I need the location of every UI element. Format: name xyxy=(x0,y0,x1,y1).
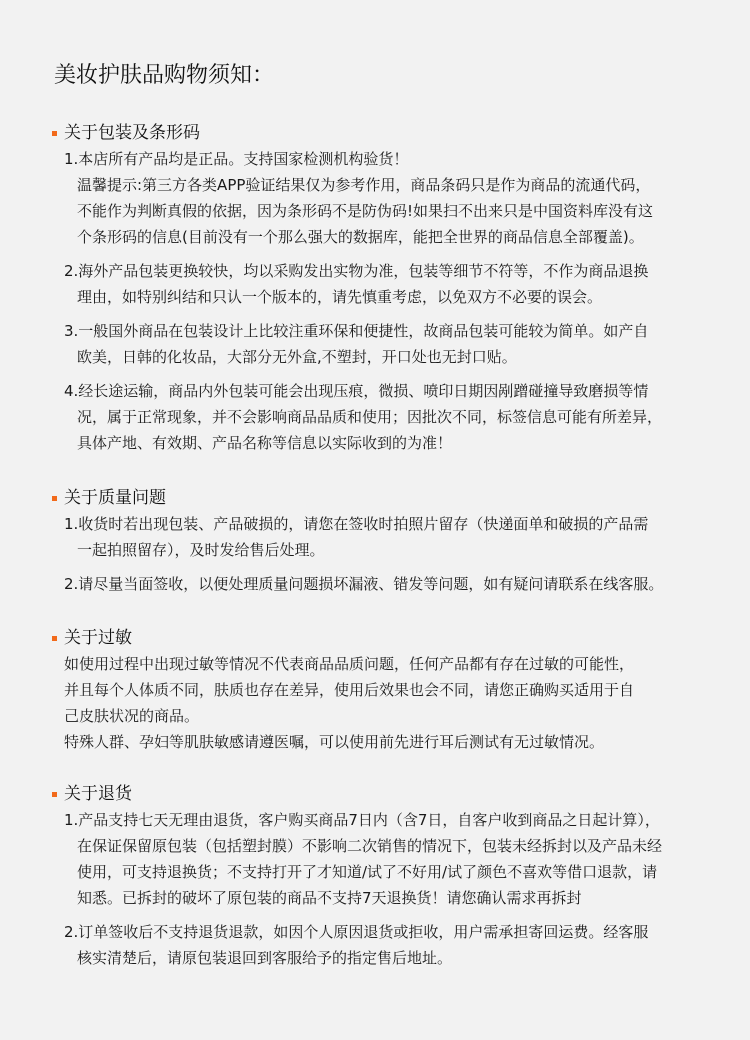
paragraph-line: 核实清楚后，请原包装退回到客服给予的指定售后地址。 xyxy=(77,949,453,967)
section-allergy xyxy=(52,625,732,755)
bullet-dot xyxy=(52,792,57,797)
paragraph-line: 2.订单签收后不支持退货退款，如因个人原因退货或拒收，用户需承担寄回运费。经客服 xyxy=(64,923,649,941)
paragraph-line: 温馨提示:第三方各类APP验证结果仅为参考作用，商品条码只是作为商品的流通代码， xyxy=(77,176,651,194)
paragraph-line: 在保证保留原包装（包括塑封膜）不影响二次销售的情况下，包装未经拆封以及产品未经 xyxy=(77,837,663,855)
bullet-dot xyxy=(52,131,57,136)
paragraph-line: 2.海外产品包装更换较快，均以采购发出实物为准，包装等细节不符等，不作为商品退换 xyxy=(64,262,649,280)
paragraph-line: 具体产地、有效期、产品名称等信息以实际收到的为准！ xyxy=(77,434,453,452)
paragraph-line: 3.一般国外商品在包装设计上比较注重环保和便捷性，故商品包装可能较为简单。如产自 xyxy=(64,322,649,340)
paragraph-line: 1.本店所有产品均是正品。支持国家检测机构验货！ xyxy=(64,150,409,168)
paragraph-line: 1.收货时若出现包装、产品破损的，请您在签收时拍照片留存（快递面单和破损的产品需 xyxy=(64,515,649,533)
paragraph-line: 使用，可支持退换货；不支持打开了才知道/试了不好用/试了颜色不喜欢等借口退款，请 xyxy=(77,863,658,881)
section-heading xyxy=(52,625,732,651)
paragraph-line: 4.经长途运输，商品内外包装可能会出现压痕，微损、喷印日期因剐蹭碰撞导致磨损等情 xyxy=(64,382,649,400)
paragraph-line: 1.产品支持七天无理由退货，客户购买商品7日内（含7日，自客户收到商品之日起计算）， xyxy=(64,811,660,829)
section-heading xyxy=(52,120,732,146)
paragraph-line: 一起拍照留存），及时发给售后处理。 xyxy=(77,541,325,559)
bullet-dot xyxy=(52,496,57,501)
section-packaging-barcode xyxy=(52,120,732,456)
section-heading-text: 关于退货 xyxy=(64,784,132,804)
paragraph-line: 并且每个人体质不同，肤质也存在差异，使用后效果也会不同，请您正确购买适用于自 xyxy=(64,681,635,699)
page-title: 美妆护肤品购物须知： xyxy=(54,63,275,88)
section-heading-text: 关于质量问题 xyxy=(64,488,166,508)
section-heading-text: 关于包装及条形码 xyxy=(64,123,200,143)
paragraph-line: 己皮肤状况的商品。 xyxy=(64,707,200,725)
section-returns xyxy=(52,781,732,971)
paragraph-line: 欧美，日韩的化妆品，大部分无外盒,不塑封，开口处也无封口贴。 xyxy=(77,348,517,366)
paragraph-line: 理由，如特别纠结和只认一个版本的，请先慎重考虑，以免双方不必要的误会。 xyxy=(77,288,603,306)
section-heading xyxy=(52,781,732,807)
section-quality xyxy=(52,485,732,597)
paragraph-line: 如使用过程中出现过敏等情况不代表商品品质问题，任何产品都有存在过敏的可能性， xyxy=(64,655,635,673)
bullet-dot xyxy=(52,636,57,641)
paragraph-line: 况，属于正常现象，并不会影响商品品质和使用；因批次不同，标签信息可能有所差异， xyxy=(77,408,663,426)
section-heading xyxy=(52,485,732,511)
paragraph-line: 特殊人群、孕妇等肌肤敏感请遵医嘱，可以使用前先进行耳后测试有无过敏情况。 xyxy=(64,733,605,751)
paragraph-line: 不能作为判断真假的依据，因为条形码不是防伪码!如果扫不出来只是中国资料库没有这 xyxy=(77,202,654,220)
paragraph-line: 2.请尽量当面签收，以便处理质量问题损坏漏液、错发等问题，如有疑问请联系在线客服。 xyxy=(64,575,664,593)
paragraph-line: 个条形码的信息(目前没有一个那么强大的数据库，能把全世界的商品信息全部覆盖)。 xyxy=(77,228,644,246)
section-heading-text: 关于过敏 xyxy=(64,628,132,648)
paragraph-line: 知悉。已拆封的破坏了原包装的商品不支持7天退换货！请您确认需求再拆封 xyxy=(77,889,582,907)
